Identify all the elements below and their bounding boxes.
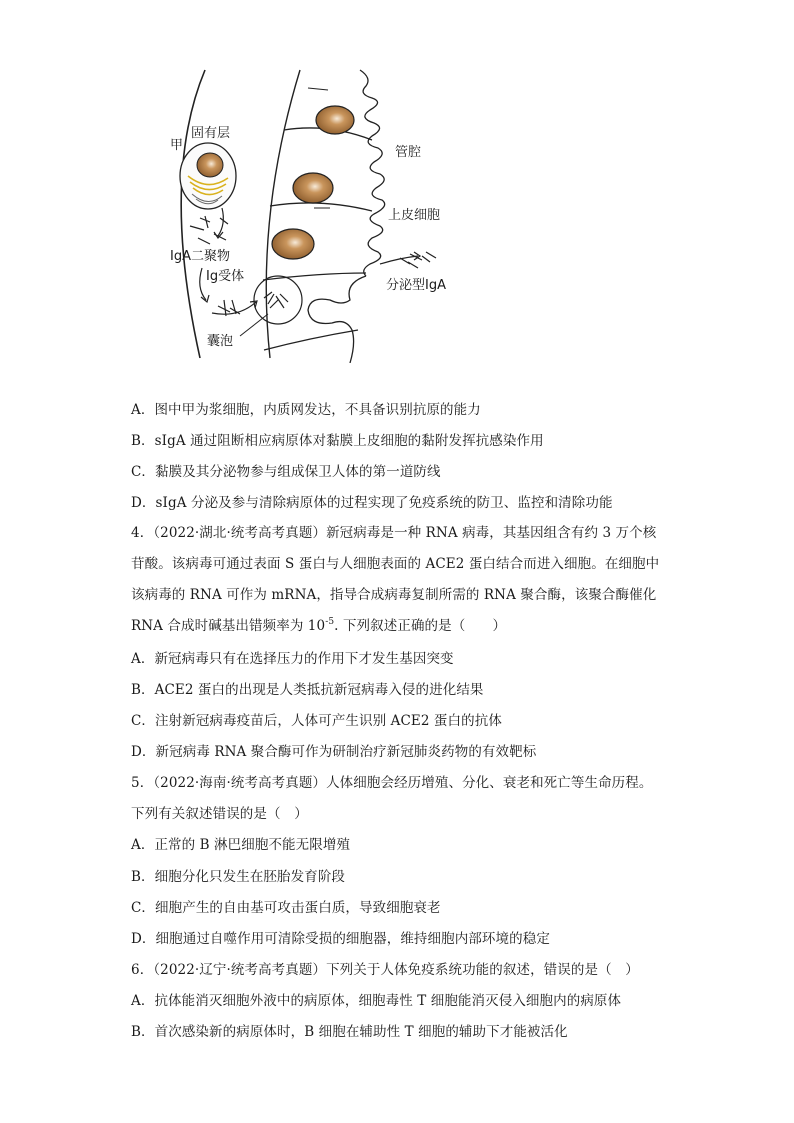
q4-option-a: A．新冠病毒只有在选择压力的作用下才发生基因突变 bbox=[131, 651, 454, 667]
label-epithelial-cell: 上皮细胞 bbox=[388, 208, 441, 223]
label-vesicle: 囊泡 bbox=[207, 334, 234, 349]
q5-stem-line-2: 下列有关叙述错误的是（ ） bbox=[131, 806, 308, 822]
q4-stem-line-2: 苷酸。该病毒可通过表面 S 蛋白与人细胞表面的 ACE2 蛋白结合而进入细胞。在细胞中 bbox=[131, 556, 660, 572]
mucosa-figure bbox=[160, 68, 460, 363]
label-iga-dimer: IgA二聚物 bbox=[170, 249, 230, 264]
label-secretory-iga: 分泌型IgA bbox=[386, 278, 446, 293]
q4-stem-line-4-text: RNA 合成时碱基出错频率为 10 bbox=[131, 618, 326, 634]
q5-option-a: A．正常的 B 淋巴细胞不能无限增殖 bbox=[131, 837, 351, 853]
label-lumen: 管腔 bbox=[395, 145, 422, 160]
microvilli-border bbox=[360, 70, 385, 276]
q3-option-a: A．图中甲为浆细胞，内质网发达，不具备识别抗原的能力 bbox=[131, 402, 481, 418]
q4-option-c: C．注射新冠病毒疫苗后，人体可产生识别 ACE2 蛋白的抗体 bbox=[131, 713, 502, 729]
q3-option-d: D．sIgA 分泌及参与清除病原体的过程实现了免疫系统的防卫、监控和清除功能 bbox=[131, 495, 613, 511]
q6-option-b: B．首次感染新的病原体时，B 细胞在辅助性 T 细胞的辅助下才能被活化 bbox=[131, 1024, 568, 1040]
label-ig-receptor: Ig受体 bbox=[206, 269, 245, 284]
label-lamina-propria: 固有层 bbox=[191, 126, 231, 141]
q3-option-c: C．黏膜及其分泌物参与组成保卫人体的第一道防线 bbox=[131, 464, 441, 480]
nucleus-3 bbox=[272, 229, 314, 259]
q4-stem-line-4 bbox=[131, 617, 506, 635]
q3-option-b: B．sIgA 通过阻断相应病原体对黏膜上皮细胞的黏附发挥抗感染作用 bbox=[131, 433, 544, 449]
nucleus-2 bbox=[293, 173, 333, 203]
q4-stem-line-1: 4．（2022·湖北·统考高考真题）新冠病毒是一种 RNA 病毒，其基因组含有约 3 万个核 bbox=[131, 525, 657, 541]
tissue-boundary bbox=[181, 70, 205, 358]
q6-stem: 6．（2022·辽宁·统考高考真题）下列关于人体免疫系统功能的叙述，错误的是（ ） bbox=[131, 962, 639, 978]
q4-stem-line-3: 该病毒的 RNA 可作为 mRNA，指导合成病毒复制所需的 RNA 聚合酶，该聚合酶催化 bbox=[131, 587, 657, 603]
label-jia: 甲 bbox=[170, 138, 184, 153]
epithelium-basal-line bbox=[266, 70, 300, 358]
q5-stem-line-1: 5．（2022·海南·统考高考真题）人体细胞会经历增殖、分化、衰老和死亡等生命历程。 bbox=[131, 775, 653, 791]
q4-option-d: D．新冠病毒 RNA 聚合酶可作为研制治疗新冠肺炎药物的有效靶标 bbox=[131, 744, 537, 760]
q6-option-a: A．抗体能消灭细胞外液中的病原体，细胞毒性 T 细胞能消灭侵入细胞内的病原体 bbox=[131, 993, 622, 1009]
q5-option-d: D．细胞通过自噬作用可清除受损的细胞器，维持细胞内部环境的稳定 bbox=[131, 931, 550, 947]
exponent: -5 bbox=[325, 617, 335, 627]
q4-stem-line-4-tail: . 下列叙述正确的是（ ） bbox=[334, 618, 507, 634]
nucleus-1 bbox=[316, 106, 354, 134]
q4-option-b: B．ACE2 蛋白的出现是人类抵抗新冠病毒入侵的进化结果 bbox=[131, 682, 484, 698]
q5-option-b: B．细胞分化只发生在胚胎发育阶段 bbox=[131, 869, 346, 885]
q5-option-c: C．细胞产生的自由基可攻击蛋白质，导致细胞衰老 bbox=[131, 900, 441, 916]
